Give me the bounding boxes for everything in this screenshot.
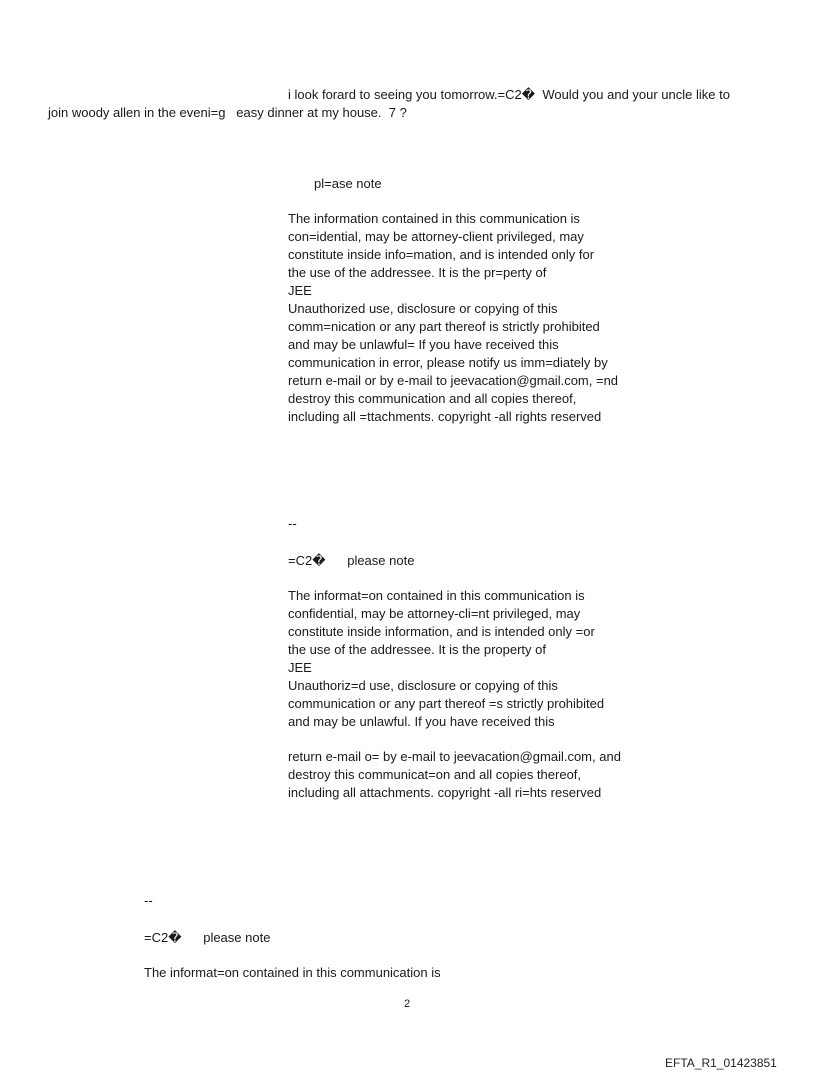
disclaimer-1-line: con=idential, may be attorney-client privileged, may bbox=[288, 229, 584, 244]
disclaimer-2-body-b bbox=[288, 748, 621, 802]
disclaimer-1-line: destroy this communication and all copies thereof, bbox=[288, 391, 577, 406]
disclaimer-1-line: constitute inside info=mation, and is intended only for bbox=[288, 247, 595, 262]
disclaimer-2-line: communication or any part thereof =s strictly prohibited bbox=[288, 696, 605, 711]
disclaimer-2-line: destroy this communicat=on and all copies thereof, bbox=[288, 767, 582, 782]
disclaimer-1-body bbox=[288, 210, 618, 426]
intro-line-2: join woody allen in the eveni=g easy dinner at my house. 7 ? bbox=[48, 105, 407, 120]
disclaimer-1-line: The information contained in this communication is bbox=[288, 211, 580, 226]
intro-line-1: i look forard to seeing you tomorrow.=C2� Would you and your uncle like to bbox=[288, 87, 730, 102]
disclaimer-2-body-a bbox=[288, 587, 604, 731]
disclaimer-3-heading: =C2� please note bbox=[144, 930, 271, 945]
disclaimer-1-line: Unauthorized use, disclosure or copying of this bbox=[288, 301, 558, 316]
document-id: EFTA_R1_01423851 bbox=[665, 1056, 777, 1070]
disclaimer-2-line: Unauthoriz=d use, disclosure or copying of this bbox=[288, 678, 558, 693]
disclaimer-1-line: communication in error, please notify us imm=diately by bbox=[288, 355, 608, 370]
disclaimer-1-line: the use of the addressee. It is the pr=perty of bbox=[288, 265, 547, 280]
page-number: 2 bbox=[404, 998, 411, 1010]
disclaimer-1-line: comm=nication or any part thereof is strictly prohibited bbox=[288, 319, 600, 334]
separator-2: -- bbox=[144, 893, 153, 908]
disclaimer-1-line: return e-mail or by e-mail to jeevacation@gmail.com, =nd bbox=[288, 373, 619, 388]
disclaimer-1-line: JEE bbox=[288, 283, 312, 298]
disclaimer-2-line: return e-mail o= by e-mail to jeevacation@gmail.com, and bbox=[288, 749, 621, 764]
disclaimer-1-line: including all =ttachments. copyright -all rights reserved bbox=[288, 409, 602, 424]
disclaimer-2-line: including all attachments. copyright -all ri=hts reserved bbox=[288, 785, 602, 800]
disclaimer-2-line: confidential, may be attorney-cli=nt privileged, may bbox=[288, 606, 581, 621]
separator-1: -- bbox=[288, 516, 297, 531]
disclaimer-2-line: and may be unlawful. If you have received this bbox=[288, 714, 555, 729]
disclaimer-2-line: constitute inside information, and is intended only =or bbox=[288, 624, 595, 639]
disclaimer-2-line: JEE bbox=[288, 660, 312, 675]
disclaimer-2-line: the use of the addressee. It is the property of bbox=[288, 642, 546, 657]
disclaimer-3-line: The informat=on contained in this communication is bbox=[144, 965, 441, 980]
disclaimer-2-line: The informat=on contained in this communication is bbox=[288, 588, 585, 603]
disclaimer-1-line: and may be unlawful= If you have received this bbox=[288, 337, 559, 352]
disclaimer-1-heading: pl=ase note bbox=[314, 176, 382, 191]
disclaimer-2-heading: =C2� please note bbox=[288, 553, 415, 568]
